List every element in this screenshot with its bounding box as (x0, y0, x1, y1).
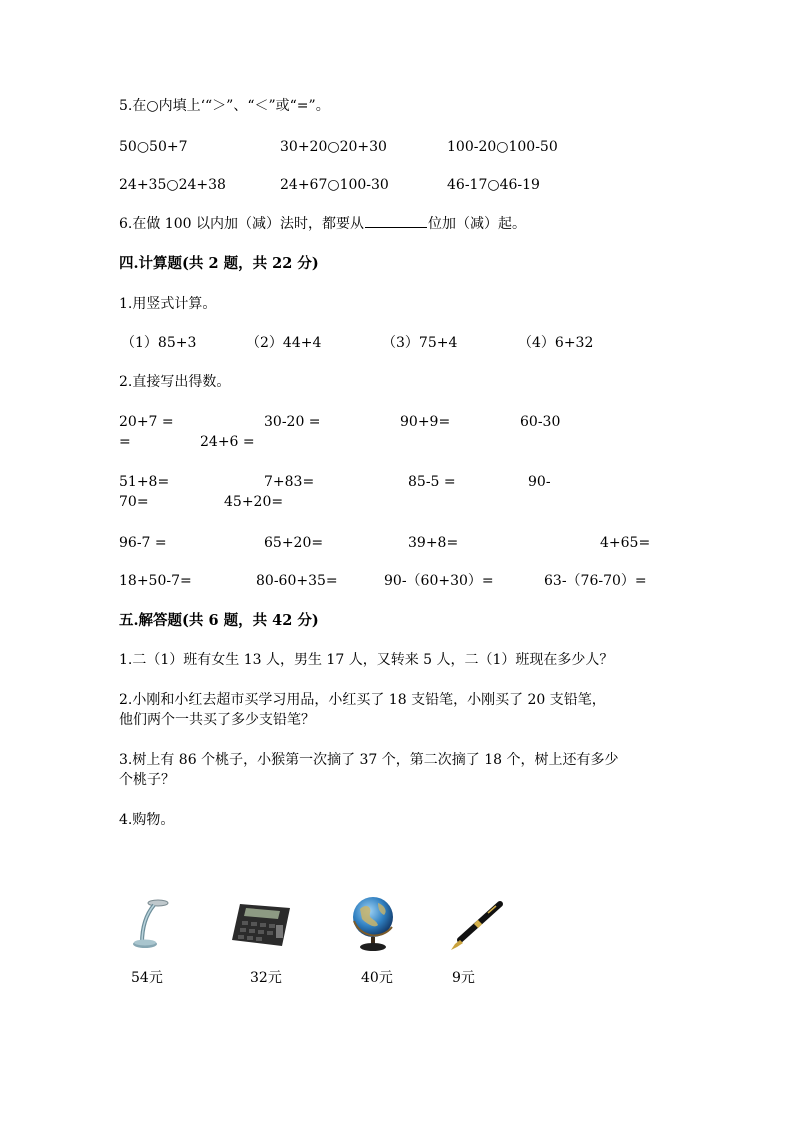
q5-item: 24+35○24+38 (119, 177, 226, 193)
s4-q1-item: （1）85+3 (121, 335, 197, 351)
q5-item: 100-20○100-50 (447, 139, 558, 155)
calc-item: 24+6 = (200, 434, 255, 450)
desk-lamp-icon (128, 897, 172, 949)
calc-item: = (119, 434, 131, 450)
s4-q2-prompt: 2.直接写出得数。 (119, 374, 231, 390)
calc-item: 90+9= (400, 414, 451, 430)
q5-prompt: 5.在○内填上‘“＞”、“＜”或“=”。 (119, 98, 330, 114)
price-label: 40元 (361, 970, 393, 986)
calc-item: 63-（76-70）= (544, 573, 647, 589)
calc-item: 7+83= (264, 474, 315, 490)
s5-q2-line1: 2.小刚和小红去超市买学习用品，小红买了 18 支铅笔，小刚买了 20 支铅笔， (119, 692, 606, 708)
calc-item: 20+7 = (119, 414, 174, 430)
q6-text (119, 213, 526, 234)
calc-item: 45+20= (224, 494, 284, 510)
section5-title: 五.解答题(共 6 题，共 42 分) (119, 612, 319, 629)
calc-item: 90- (528, 474, 551, 490)
calc-item: 60-30 (520, 414, 561, 430)
s4-q1-item: （3）75+4 (382, 335, 458, 351)
section4-title: 四.计算题(共 2 题，共 22 分) (119, 255, 319, 272)
price-label: 32元 (250, 970, 282, 986)
calc-item: 65+20= (264, 535, 324, 551)
calc-item: 96-7 = (119, 535, 167, 551)
price-label: 54元 (131, 970, 163, 986)
s5-q1: 1.二（1）班有女生 13 人，男生 17 人，又转来 5 人，二（1）班现在多少人？ (119, 652, 614, 668)
s4-q1-item: （2）44+4 (246, 335, 322, 351)
calc-item: 4+65= (600, 535, 651, 551)
q5-item: 50○50+7 (119, 139, 188, 155)
q5-item: 30+20○20+30 (280, 139, 387, 155)
s4-q1-item: （4）6+32 (518, 335, 594, 351)
calc-item: 30-20 = (264, 414, 321, 430)
calc-item: 70= (119, 494, 149, 510)
s5-q4: 4.购物。 (119, 812, 175, 828)
s4-q1-prompt: 1.用竖式计算。 (119, 296, 217, 312)
q6-prefix: 6.在做 100 以内加（减）法时，都要从 (119, 216, 364, 232)
q6-suffix: 位加（减）起。 (427, 216, 526, 232)
answer-blank[interactable] (365, 213, 427, 228)
globe-icon (346, 893, 402, 953)
s5-q2-line2: 他们两个一共买了多少支铅笔？ (119, 712, 315, 728)
s5-q3-line2: 个桃子？ (119, 772, 175, 788)
calc-item: 39+8= (408, 535, 459, 551)
calc-item: 51+8= (119, 474, 170, 490)
fountain-pen-icon (446, 898, 508, 952)
calc-item: 80-60+35= (256, 573, 338, 589)
calc-item: 85-5 = (408, 474, 456, 490)
price-label: 9元 (452, 970, 475, 986)
calc-item: 18+50-7= (119, 573, 192, 589)
q5-item: 46-17○46-19 (447, 177, 540, 193)
calculator-icon (230, 902, 292, 948)
s5-q3-line1: 3.树上有 86 个桃子，小猴第一次摘了 37 个，第二次摘了 18 个，树上还有多少 (119, 752, 619, 768)
calc-item: 90-（60+30）= (384, 573, 494, 589)
q5-item: 24+67○100-30 (280, 177, 389, 193)
